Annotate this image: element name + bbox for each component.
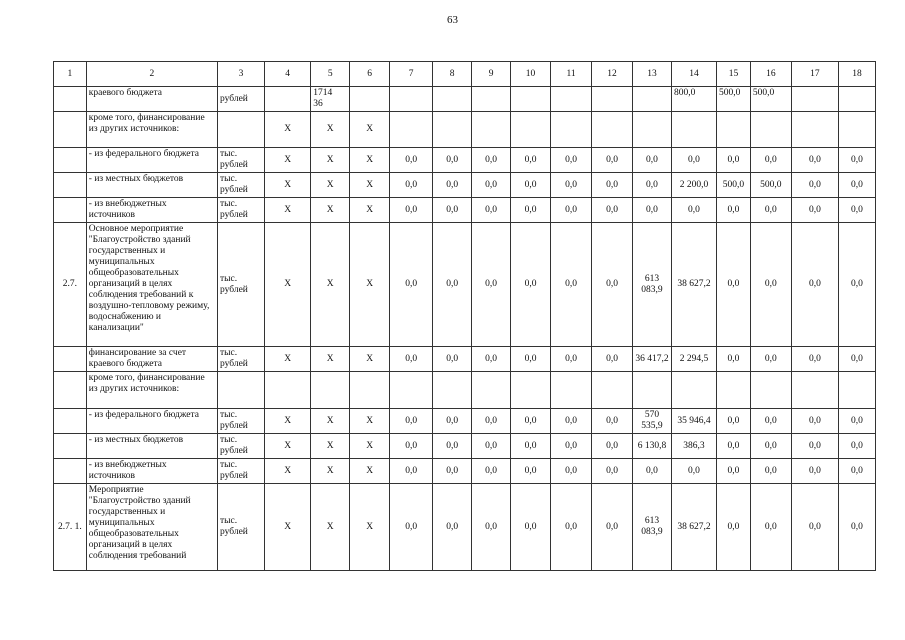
unit-cell: тыс. рублей — [217, 409, 264, 434]
row-name-cell: - из внебюджетных источников — [86, 459, 217, 484]
value-cell — [592, 87, 633, 112]
unit-cell: тыс. рублей — [217, 173, 264, 198]
page-number: 63 — [447, 14, 458, 26]
value-cell: 386,3 — [671, 434, 716, 459]
table-row — [54, 372, 876, 409]
value-cell: 0,0 — [390, 347, 433, 372]
value-cell: 1714 36 — [311, 87, 350, 112]
table-row — [54, 484, 876, 571]
table-row — [54, 87, 876, 112]
value-cell: X — [311, 484, 350, 571]
row-number-cell — [54, 87, 87, 112]
row-name-cell: краевого бюджета — [86, 87, 217, 112]
table-row — [54, 434, 876, 459]
unit-cell — [217, 372, 264, 409]
value-cell: X — [265, 434, 311, 459]
row-name-cell: - из местных бюджетов — [86, 173, 217, 198]
value-cell — [311, 372, 350, 409]
value-cell: 2 294,5 — [671, 347, 716, 372]
value-cell — [633, 112, 672, 148]
header-cell-10: 10 — [511, 62, 551, 87]
value-cell: 0,0 — [633, 459, 672, 484]
value-cell: 0,0 — [791, 484, 838, 571]
row-number-cell — [54, 347, 87, 372]
value-cell: X — [265, 198, 311, 223]
value-cell — [390, 87, 433, 112]
value-cell: 0,0 — [551, 173, 592, 198]
value-cell: 0,0 — [390, 459, 433, 484]
value-cell: 0,0 — [433, 148, 472, 173]
table-row — [54, 223, 876, 347]
value-cell: 0,0 — [717, 198, 751, 223]
header-cell-5: 5 — [311, 62, 350, 87]
value-cell: 0,0 — [551, 148, 592, 173]
value-cell: 0,0 — [838, 198, 875, 223]
value-cell: X — [350, 198, 390, 223]
value-cell: 0,0 — [791, 223, 838, 347]
value-cell: 0,0 — [592, 148, 633, 173]
value-cell — [551, 112, 592, 148]
value-cell: X — [350, 459, 390, 484]
value-cell: 0,0 — [433, 347, 472, 372]
value-cell: 0,0 — [433, 173, 472, 198]
value-cell — [838, 112, 875, 148]
value-cell — [592, 112, 633, 148]
value-cell: X — [311, 112, 350, 148]
value-cell: X — [311, 173, 350, 198]
value-cell — [390, 372, 433, 409]
value-cell: 0,0 — [433, 223, 472, 347]
value-cell: 0,0 — [791, 409, 838, 434]
value-cell: 0,0 — [791, 173, 838, 198]
value-cell: 613 083,9 — [633, 484, 672, 571]
row-name-cell: - из федерального бюджета — [86, 148, 217, 173]
value-cell: 0,0 — [633, 173, 672, 198]
row-number-cell — [54, 459, 87, 484]
value-cell — [511, 372, 551, 409]
row-number-cell — [54, 372, 87, 409]
value-cell — [791, 112, 838, 148]
value-cell: 0,0 — [390, 484, 433, 571]
value-cell: 0,0 — [750, 434, 791, 459]
value-cell: X — [350, 148, 390, 173]
value-cell: 0,0 — [750, 484, 791, 571]
unit-cell: тыс. рублей — [217, 198, 264, 223]
value-cell: 0,0 — [511, 434, 551, 459]
value-cell: 0,0 — [472, 459, 511, 484]
value-cell: 0,0 — [592, 434, 633, 459]
value-cell: 0,0 — [511, 484, 551, 571]
table-row — [54, 173, 876, 198]
unit-cell: рублей — [217, 87, 264, 112]
value-cell: 0,0 — [592, 484, 633, 571]
value-cell: 6 130,8 — [633, 434, 672, 459]
value-cell: 0,0 — [433, 434, 472, 459]
value-cell: 500,0 — [717, 87, 751, 112]
value-cell — [433, 87, 472, 112]
table-row — [54, 459, 876, 484]
row-name-cell: - из внебюджетных источников — [86, 198, 217, 223]
table-row — [54, 347, 876, 372]
value-cell: 0,0 — [838, 223, 875, 347]
value-cell: X — [311, 223, 350, 347]
value-cell: 0,0 — [671, 148, 716, 173]
value-cell — [750, 112, 791, 148]
value-cell: 0,0 — [717, 148, 751, 173]
value-cell: 0,0 — [472, 434, 511, 459]
value-cell: X — [311, 198, 350, 223]
value-cell: X — [311, 434, 350, 459]
value-cell: 0,0 — [511, 459, 551, 484]
value-cell: X — [350, 173, 390, 198]
value-cell — [511, 87, 551, 112]
value-cell: 0,0 — [838, 409, 875, 434]
value-cell — [838, 87, 875, 112]
value-cell: 0,0 — [838, 484, 875, 571]
value-cell: 0,0 — [750, 198, 791, 223]
value-cell — [592, 372, 633, 409]
value-cell: 0,0 — [433, 198, 472, 223]
value-cell: 0,0 — [633, 148, 672, 173]
value-cell: X — [311, 347, 350, 372]
value-cell: 0,0 — [472, 484, 511, 571]
value-cell: 0,0 — [750, 223, 791, 347]
value-cell: 0,0 — [791, 198, 838, 223]
value-cell: 0,0 — [472, 223, 511, 347]
value-cell: 0,0 — [592, 173, 633, 198]
header-cell-17: 17 — [791, 62, 838, 87]
header-cell-13: 13 — [633, 62, 672, 87]
value-cell: 0,0 — [390, 409, 433, 434]
value-cell — [390, 112, 433, 148]
value-cell: 0,0 — [838, 148, 875, 173]
value-cell — [838, 372, 875, 409]
unit-cell: тыс. рублей — [217, 484, 264, 571]
value-cell: 0,0 — [717, 459, 751, 484]
value-cell: X — [311, 409, 350, 434]
header-cell-2: 2 — [86, 62, 217, 87]
value-cell: 0,0 — [671, 198, 716, 223]
value-cell: 570 535,9 — [633, 409, 672, 434]
header-cell-16: 16 — [750, 62, 791, 87]
value-cell: X — [311, 459, 350, 484]
budget-table — [53, 61, 876, 571]
value-cell: 500,0 — [717, 173, 751, 198]
value-cell: 0,0 — [838, 173, 875, 198]
value-cell: 0,0 — [717, 409, 751, 434]
row-name-cell: - из местных бюджетов — [86, 434, 217, 459]
value-cell: X — [350, 347, 390, 372]
row-name-cell: Основное мероприятие "Благоустройство зданий государственных и муниципальных общеобразовательных организаций в целях соблюдения требований к воздушно-тепловому режиму, водоснабжению и канализации" — [86, 223, 217, 347]
value-cell — [551, 87, 592, 112]
value-cell: 0,0 — [390, 198, 433, 223]
unit-cell — [217, 112, 264, 148]
value-cell: 500,0 — [750, 173, 791, 198]
value-cell: 0,0 — [592, 223, 633, 347]
value-cell — [791, 87, 838, 112]
value-cell: 0,0 — [511, 409, 551, 434]
value-cell: X — [350, 223, 390, 347]
value-cell: 0,0 — [791, 434, 838, 459]
value-cell — [350, 372, 390, 409]
value-cell: 0,0 — [472, 173, 511, 198]
value-cell: 0,0 — [472, 347, 511, 372]
value-cell: 38 627,2 — [671, 484, 716, 571]
value-cell: 0,0 — [592, 347, 633, 372]
value-cell: 0,0 — [511, 347, 551, 372]
value-cell: 0,0 — [511, 223, 551, 347]
value-cell — [671, 112, 716, 148]
value-cell — [671, 372, 716, 409]
value-cell: 0,0 — [592, 198, 633, 223]
value-cell: 0,0 — [433, 484, 472, 571]
table-row — [54, 198, 876, 223]
unit-cell: тыс. рублей — [217, 347, 264, 372]
value-cell: 0,0 — [551, 434, 592, 459]
value-cell: 0,0 — [717, 434, 751, 459]
value-cell: X — [265, 223, 311, 347]
row-name-cell: кроме того, финансирование из других источников: — [86, 372, 217, 409]
row-number-cell — [54, 409, 87, 434]
value-cell — [717, 112, 751, 148]
value-cell: 0,0 — [551, 223, 592, 347]
row-name-cell: кроме того, финансирование из других источников: — [86, 112, 217, 148]
value-cell: 0,0 — [551, 484, 592, 571]
value-cell — [791, 372, 838, 409]
row-number-cell: 2.7. — [54, 223, 87, 347]
value-cell — [633, 87, 672, 112]
value-cell — [433, 372, 472, 409]
value-cell: 0,0 — [717, 484, 751, 571]
value-cell: X — [265, 484, 311, 571]
value-cell: 0,0 — [633, 198, 672, 223]
header-cell-8: 8 — [433, 62, 472, 87]
value-cell: 0,0 — [472, 409, 511, 434]
header-cell-1: 1 — [54, 62, 87, 87]
value-cell: 0,0 — [511, 148, 551, 173]
row-number-cell — [54, 112, 87, 148]
value-cell — [633, 372, 672, 409]
value-cell — [717, 372, 751, 409]
value-cell: 38 627,2 — [671, 223, 716, 347]
value-cell: 0,0 — [551, 459, 592, 484]
row-number-cell — [54, 173, 87, 198]
header-cell-11: 11 — [551, 62, 592, 87]
value-cell: 0,0 — [511, 173, 551, 198]
value-cell — [350, 87, 390, 112]
value-cell: 0,0 — [551, 409, 592, 434]
value-cell: X — [265, 409, 311, 434]
header-cell-7: 7 — [390, 62, 433, 87]
value-cell: 0,0 — [390, 434, 433, 459]
header-cell-15: 15 — [717, 62, 751, 87]
header-cell-9: 9 — [472, 62, 511, 87]
value-cell: 0,0 — [717, 347, 751, 372]
row-number-cell — [54, 434, 87, 459]
value-cell: 0,0 — [838, 347, 875, 372]
value-cell: X — [311, 148, 350, 173]
value-cell — [511, 112, 551, 148]
value-cell: 0,0 — [791, 347, 838, 372]
value-cell: X — [350, 484, 390, 571]
value-cell: 0,0 — [472, 198, 511, 223]
value-cell: 0,0 — [791, 148, 838, 173]
header-cell-12: 12 — [592, 62, 633, 87]
value-cell: X — [265, 148, 311, 173]
header-cell-6: 6 — [350, 62, 390, 87]
row-name-cell: финансирование за счет краевого бюджета — [86, 347, 217, 372]
value-cell: 0,0 — [750, 459, 791, 484]
value-cell — [472, 87, 511, 112]
value-cell: X — [350, 409, 390, 434]
value-cell: X — [350, 434, 390, 459]
value-cell: 0,0 — [838, 434, 875, 459]
row-number-cell — [54, 198, 87, 223]
value-cell: 0,0 — [592, 409, 633, 434]
value-cell: X — [265, 173, 311, 198]
value-cell: 0,0 — [551, 347, 592, 372]
value-cell: X — [265, 112, 311, 148]
value-cell: 0,0 — [390, 173, 433, 198]
unit-cell: тыс. рублей — [217, 459, 264, 484]
value-cell: 500,0 — [750, 87, 791, 112]
value-cell — [472, 112, 511, 148]
unit-cell: тыс. рублей — [217, 434, 264, 459]
value-cell: 0,0 — [433, 459, 472, 484]
value-cell — [433, 112, 472, 148]
table-row — [54, 112, 876, 148]
value-cell — [472, 372, 511, 409]
row-number-cell — [54, 148, 87, 173]
value-cell: 35 946,4 — [671, 409, 716, 434]
header-row — [54, 62, 876, 87]
row-number-cell: 2.7. 1. — [54, 484, 87, 571]
value-cell: X — [265, 459, 311, 484]
value-cell: 0,0 — [511, 198, 551, 223]
value-cell: 0,0 — [791, 459, 838, 484]
value-cell: 0,0 — [750, 347, 791, 372]
header-cell-3: 3 — [217, 62, 264, 87]
value-cell: 0,0 — [472, 148, 511, 173]
value-cell — [551, 372, 592, 409]
value-cell: 0,0 — [750, 148, 791, 173]
row-name-cell: - из федерального бюджета — [86, 409, 217, 434]
unit-cell: тыс. рублей — [217, 223, 264, 347]
value-cell: 0,0 — [838, 459, 875, 484]
value-cell: 0,0 — [433, 409, 472, 434]
value-cell — [265, 87, 311, 112]
header-cell-4: 4 — [265, 62, 311, 87]
value-cell: 613 083,9 — [633, 223, 672, 347]
value-cell: 0,0 — [390, 223, 433, 347]
value-cell: 0,0 — [717, 223, 751, 347]
value-cell: 800,0 — [671, 87, 716, 112]
row-name-cell: Мероприятие "Благоустройство зданий государственных и муниципальных общеобразовательных организаций в целях соблюдения требований — [86, 484, 217, 571]
value-cell: 0,0 — [551, 198, 592, 223]
header-cell-18: 18 — [838, 62, 875, 87]
table-row — [54, 148, 876, 173]
value-cell: 2 200,0 — [671, 173, 716, 198]
value-cell: 0,0 — [592, 459, 633, 484]
value-cell: 36 417,2 — [633, 347, 672, 372]
value-cell: 0,0 — [671, 459, 716, 484]
value-cell: 0,0 — [750, 409, 791, 434]
header-cell-14: 14 — [671, 62, 716, 87]
table-row — [54, 409, 876, 434]
value-cell: 0,0 — [390, 148, 433, 173]
unit-cell: тыс. рублей — [217, 148, 264, 173]
value-cell: X — [350, 112, 390, 148]
value-cell: X — [265, 347, 311, 372]
value-cell — [750, 372, 791, 409]
value-cell — [265, 372, 311, 409]
